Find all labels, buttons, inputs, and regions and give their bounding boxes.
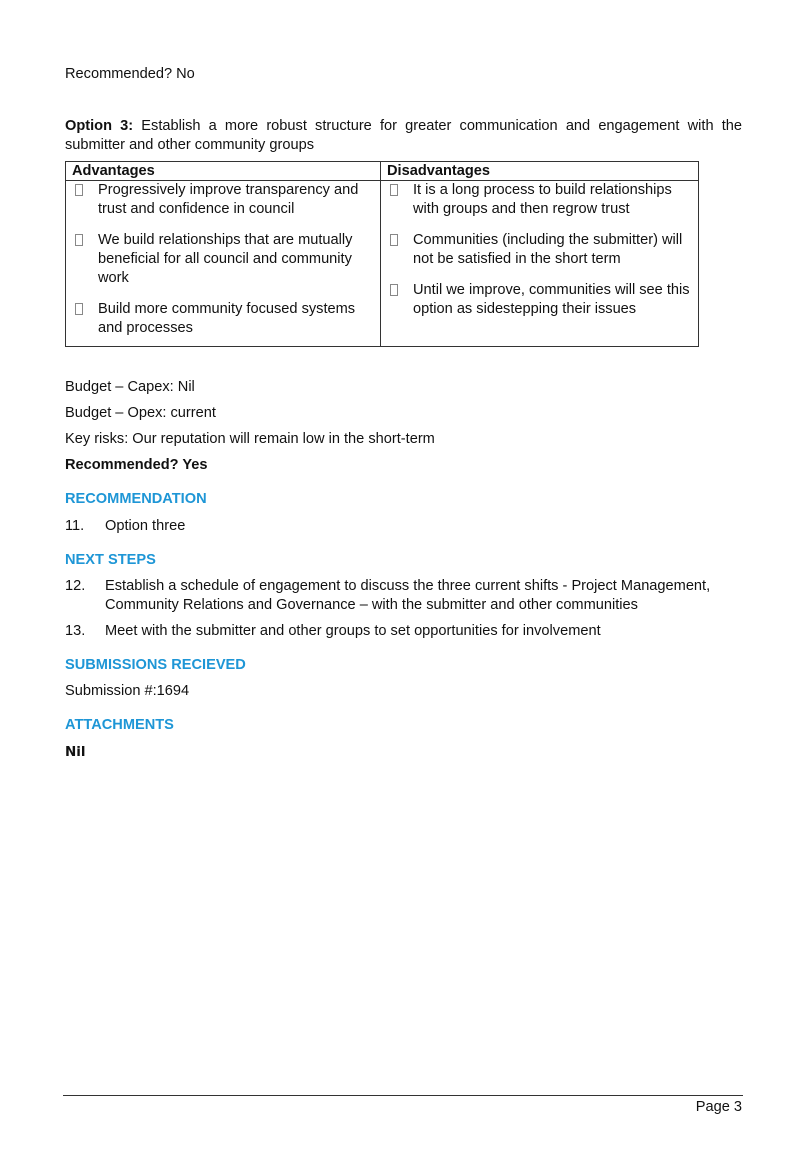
disadvantages-cell [381, 181, 699, 347]
list-item [72, 181, 374, 219]
advantages-header: Advantages [66, 162, 381, 181]
page-number: Page 3 [695, 1099, 742, 1115]
list-item [387, 281, 692, 319]
recommended-yes-line: Recommended? Yes [65, 457, 208, 473]
table-row [66, 181, 699, 347]
item-number: 11. [65, 518, 85, 534]
option-3-label: Option 3: [65, 118, 134, 134]
options-table [65, 161, 699, 347]
option-3-paragraph [65, 117, 742, 155]
advantages-cell [66, 181, 381, 347]
bullet-icon [390, 234, 398, 246]
attachments-value: Nil [65, 744, 86, 760]
key-risks: Key risks: Our reputation will remain low in the short-term [65, 431, 435, 447]
advantages-list [72, 181, 374, 338]
disadvantage-text: It is a long process to build relationships with groups and then regrow trust [413, 182, 672, 217]
advantage-text: We build relationships that are mutually beneficial for all council and community work [98, 232, 353, 286]
item-text: Option three [105, 518, 186, 534]
bullet-icon [75, 303, 83, 315]
advantage-text: Progressively improve transparency and trust and confidence in council [98, 182, 359, 217]
option-3-text: Establish a more robust structure for greater communication and engagement with the submitter and other community groups [65, 118, 742, 153]
footer-divider [63, 1095, 743, 1096]
item-text: Meet with the submitter and other groups to set opportunities for involvement [105, 623, 601, 639]
table-header-row [66, 162, 699, 181]
submission-number: Submission #:1694 [65, 683, 190, 699]
recommendation-heading: RECOMMENDATION [65, 491, 207, 507]
budget-capex: Budget – Capex: Nil [65, 379, 195, 395]
list-item [387, 231, 692, 269]
list-item [65, 577, 742, 615]
bullet-icon [390, 284, 398, 296]
list-item [72, 231, 374, 288]
item-text: Establish a schedule of engagement to discuss the three current shifts - Project Management, Community Relations and Governance – with the submitter and other communities [105, 578, 711, 613]
bullet-icon [75, 184, 83, 196]
submissions-heading: SUBMISSIONS RECIEVED [65, 657, 246, 673]
budget-opex: Budget – Opex: current [65, 405, 216, 421]
item-number: 12. [65, 578, 86, 594]
bullet-icon [75, 234, 83, 246]
next-steps-heading: NEXT STEPS [65, 552, 156, 568]
disadvantages-list [387, 181, 692, 319]
advantage-text: Build more community focused systems and processes [98, 301, 356, 336]
recommended-no-line: Recommended? No [65, 66, 195, 82]
list-item [72, 300, 374, 338]
list-item [387, 181, 692, 219]
list-item [65, 622, 742, 641]
disadvantage-text: Until we improve, communities will see this option as sidestepping their issues [413, 282, 690, 317]
list-item [65, 517, 742, 536]
disadvantages-header: Disadvantages [381, 162, 699, 181]
disadvantage-text: Communities (including the submitter) will not be satisfied in the short term [413, 232, 683, 267]
attachments-heading: ATTACHMENTS [65, 717, 174, 733]
item-number: 13. [65, 623, 86, 639]
bullet-icon [390, 184, 398, 196]
